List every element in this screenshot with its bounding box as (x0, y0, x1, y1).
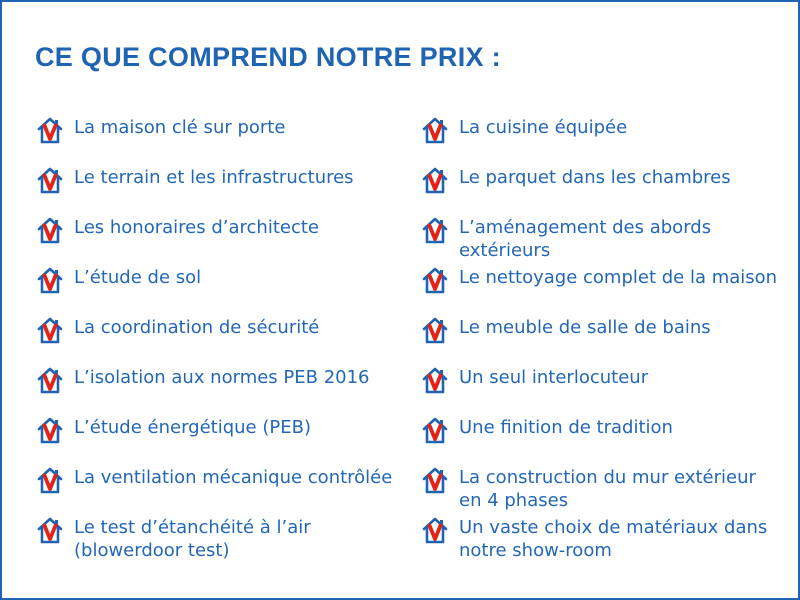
list-item (35, 165, 354, 195)
house-check-icon (420, 315, 450, 345)
list-item-label: La ventilation mécanique contrôlée (74, 467, 393, 488)
house-check-icon (420, 165, 450, 195)
list-item-label: L’étude de sol (74, 267, 202, 288)
list-item (420, 265, 777, 295)
list-item-label: Un vaste choix de matériaux dans notre show-room (459, 517, 768, 561)
list-item (420, 365, 648, 395)
house-check-icon (420, 115, 450, 145)
list-item-label: Le parquet dans les chambres (459, 167, 731, 188)
list-item (35, 515, 311, 562)
list-item (420, 515, 767, 562)
list-item-label: La construction du mur extérieur en 4 phases (459, 467, 756, 511)
house-check-icon (420, 515, 450, 545)
list-item-label: La coordination de sécurité (74, 317, 320, 338)
house-check-icon (35, 515, 65, 545)
list-item (35, 265, 201, 295)
house-check-icon (420, 215, 450, 245)
house-check-icon (420, 265, 450, 295)
list-item (420, 165, 731, 195)
list-item (35, 465, 392, 495)
house-check-icon (35, 465, 65, 495)
house-check-icon (420, 415, 450, 445)
house-check-icon (35, 315, 65, 345)
list-item-label: Le test d’étanchéité à l’air (blowerdoor test) (74, 517, 311, 561)
page-title: CE QUE COMPREND NOTRE PRIX : (35, 42, 501, 72)
list-item-label: Un seul interlocuteur (459, 367, 649, 388)
list-item-label: La maison clé sur porte (74, 117, 286, 138)
list-item (35, 365, 370, 395)
house-check-icon (35, 365, 65, 395)
list-item (420, 465, 756, 512)
list-item-label: L’étude énergétique (PEB) (74, 417, 311, 438)
list-item-label: L’aménagement des abords extérieurs (459, 217, 712, 261)
list-item-label: Les honoraires d’architecte (74, 217, 319, 238)
list-item-label: Une finition de tradition (459, 417, 673, 438)
list-item-label: L’isolation aux normes PEB 2016 (74, 367, 370, 388)
house-check-icon (35, 115, 65, 145)
list-item-label: Le nettoyage complet de la maison (459, 267, 778, 288)
list-item-label: La cuisine équipée (459, 117, 628, 138)
list-item (35, 415, 311, 445)
house-check-icon (35, 265, 65, 295)
list-item-label: Le meuble de salle de bains (459, 317, 711, 338)
house-check-icon (35, 415, 65, 445)
list-item (35, 115, 285, 145)
house-check-icon (420, 365, 450, 395)
list-item (420, 215, 798, 262)
house-check-icon (420, 465, 450, 495)
house-check-icon (35, 215, 65, 245)
list-item (420, 315, 711, 345)
list-item (420, 115, 627, 145)
list-item (35, 215, 319, 245)
house-check-icon (35, 165, 65, 195)
list-item (35, 315, 319, 345)
list-item (420, 415, 673, 445)
list-item-label: Le terrain et les infrastructures (74, 167, 354, 188)
